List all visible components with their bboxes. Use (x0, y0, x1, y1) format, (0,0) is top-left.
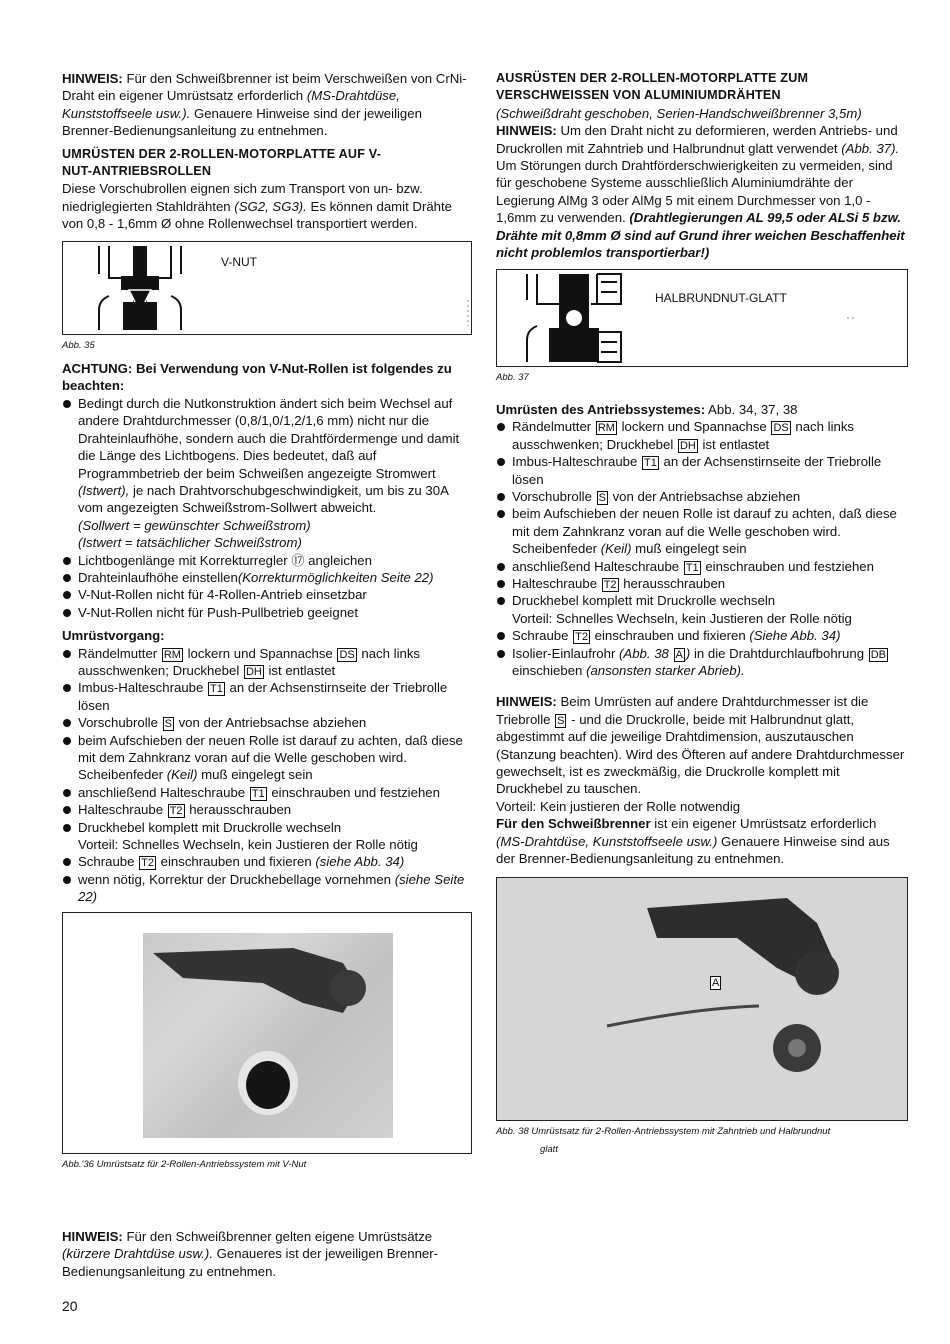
list-item: Imbus-Halteschraube T1 an der Achsenstirnseite der Triebrolle lösen (496, 453, 908, 488)
list-item: Druckhebel komplett mit Druckrolle wechseln Vorteil: Schnelles Wechseln, kein Justieren der Rolle nötig (496, 592, 908, 627)
umruest-steps (62, 645, 472, 906)
list-item: anschließend Halteschraube T1 einschrauben und festziehen (496, 558, 908, 575)
figure-38 (496, 877, 908, 1121)
list-item: Rändelmutter RM lockern und Spannachse DS nach links ausschwenken; Druckhebel DH ist entlastet (496, 418, 908, 453)
hinweis-umruesten: HINWEIS: Beim Umrüsten auf andere Drahtdurchmesser ist die Triebrolle S - und die Druckrolle, beide mit Halbrundnut glatt, abgestimmt auf die jeweilige Drahtdimension, auszutauschen (Stanzung beachten). Wird des Öfteren auf andere Drahtdurchmesser gewechselt, ist es zweckmäßig, die Druckrolle komplett mit Druckhebel zu tauschen. (496, 694, 905, 797)
list-item: Lichtbogenlänge mit Korrekturregler ⑰ angleichen (62, 552, 472, 569)
figure-37-caption: Abb. 37 (496, 372, 529, 384)
list-item: V-Nut-Rollen nicht für Push-Pullbetrieb geeignet (62, 604, 472, 621)
halbrundnut-label: HALBRUNDNUT-GLATT (655, 291, 787, 306)
list-item: Schraube T2 einschrauben und fixieren (siehe Abb. 34) (62, 853, 472, 870)
v-nut-roller-diagram (63, 242, 471, 334)
figure-36 (62, 912, 472, 1154)
antrieb-steps (496, 418, 908, 679)
list-item: wenn nötig, Korrektur der Druckhebellage vornehmen (siehe Seite 22) (62, 871, 472, 906)
figure-35-caption: Abb. 35 (62, 339, 95, 351)
achtung-list (62, 395, 472, 621)
umruesten-antrieb-heading: Umrüsten des Antriebssystemes: Abb. 34, 37, 38 (496, 401, 798, 417)
marker-a: A (712, 977, 720, 990)
halbrundnut-roller-diagram (497, 270, 907, 366)
figure-35 (62, 241, 472, 335)
heading-aluminium: AUSRÜSTEN DER 2-ROLLEN-MOTORPLATTE ZUM VERSCHWEISSEN VON ALUMINIUMDRÄHTEN (496, 71, 809, 103)
intro-v-nut: Diese Vorschubrollen eignen sich zum Transport von un- bzw. niedriglegierten Stahldrähten (SG2, SG3). Es können damit Drähte von 0,8 - 1,6mm Ø ohne Rollenwechsel transportiert werden. (62, 181, 452, 232)
list-item: Drahteinlaufhöhe einstellen(Korrekturmöglichkeiten Seite 22) (62, 569, 472, 586)
brenner-note: Für den Schweißbrenner ist ein eigener Umrüstsatz erforderlich (MS-Drahtdüse, Kunststoffseele usw.) Genauere Hinweise sind aus der Brenner-Bedienungsanleitung zu entnehmen. (496, 816, 890, 867)
figure-36-caption: Abb.'36 Umrüstsatz für 2-Rollen-Antriebssystem mit V-Nut (62, 1158, 307, 1170)
figure-38-caption: Abb. 38 Umrüstsatz für 2-Rollen-Antriebssystem mit Zahntrieb und Halbrundnut glatt (496, 1126, 831, 1155)
list-item: Vorschubrolle S von der Antriebsachse abziehen (62, 714, 472, 731)
left-column (62, 70, 472, 1173)
list-item: beim Aufschieben der neuen Rolle ist darauf zu achten, daß diese mit dem Zahnkranz voran auf die Welle geschoben wird. Scheibenfeder (Keil) muß eingelegt sein (496, 505, 908, 557)
hinweis-crni: HINWEIS: Für den Schweißbrenner ist beim Verschweißen von CrNi-Draht ein eigener Umrüstsatz erforderlich (MS-Drahtdüse, Kunststoffseele usw.). Genauere Hinweise sind der jeweiligen Brenner-Bedienungsanleitung zu entnehmen. (62, 71, 467, 139)
hinweis-bottom: HINWEIS: Für den Schweißbrenner gelten eigene Umrüstsätze (kürzere Drahtdüse usw.). Genaueres ist der jeweiligen Brenner-Bedienungsanleitung zu entnehmen. (62, 1229, 439, 1279)
list-item: beim Aufschieben der neuen Rolle ist darauf zu achten, daß diese mit dem Zahnkranz voran auf die Welle geschoben wird. Scheibenfeder (Keil) muß eingelegt sein (62, 732, 472, 784)
list-item: Imbus-Halteschraube T1 an der Achsenstirnseite der Triebrolle lösen (62, 679, 472, 714)
v-nut-kit-photo (143, 933, 393, 1138)
list-item: anschließend Halteschraube T1 einschrauben und festziehen (62, 784, 472, 801)
heading-aluminium-sub: (Schweißdraht geschoben, Serien-Handschweißbrenner 3,5m) (496, 105, 862, 121)
list-item: Halteschraube T2 herausschrauben (62, 801, 472, 818)
list-item: Halteschraube T2 herausschrauben (496, 575, 908, 592)
vorteil-note: Vorteil: Kein justieren der Rolle notwendig (496, 798, 741, 814)
list-item: Rändelmutter RM lockern und Spannachse DS nach links ausschwenken; Druckhebel DH ist entlastet (62, 645, 472, 680)
figure-37 (496, 269, 908, 367)
achtung-heading: ACHTUNG: Bei Verwendung von V-Nut-Rollen ist folgendes zu beachten: (62, 361, 452, 394)
list-item: Isolier-Einlaufrohr (Abb. 38 A ) in die Drahtdurchlaufbohrung DB einschieben (ansonsten starker Abrieb). (496, 645, 908, 680)
aluminium-kit-photo (497, 878, 907, 1120)
list-item: Vorschubrolle S von der Antriebsachse abziehen (496, 488, 908, 505)
list-item: V-Nut-Rollen nicht für 4-Rollen-Antrieb einsetzbar (62, 586, 472, 603)
heading-v-nut: UMRÜSTEN DER 2-ROLLEN-MOTORPLATTE AUF V-NUT-ANTRIEBSROLLEN (62, 146, 382, 179)
hinweis-aluminium: HINWEIS: Um den Draht nicht zu deformieren, werden Antriebs- und Druckrollen mit Zahntrieb und Halbrundnut glatt verwendet (Abb. 37). Um Störungen durch Drahtförderschwierigkeiten zu vermeiden, sind für geschobene Systeme ausschließlich Aluminiumdrähte der Legierung AlMg 3 oder AlMg 5 mit einem Durchmesser von 1,0 - 1,6mm zu verwenden. (Drahtlegierungen AL 99,5 oder ALSi 5 bzw. Drähte mit 0,8mm Ø sind auf Grund ihrer weichen Beschaffenheit nicht problemlos transportierbar!) (496, 123, 905, 261)
list-item: Schraube T2 einschrauben und fixieren (Siehe Abb. 34) (496, 627, 908, 644)
umruestvorgang-heading: Umrüstvorgang: (62, 628, 165, 644)
page-number: 20 (62, 1298, 78, 1314)
list-item: Bedingt durch die Nutkonstruktion ändert sich beim Wechsel auf andere Drahtdurchmesser (0,8/1,0/1,2/1,6 mm) nicht nur die Drahteinlaufhöhe, sondern auch die Drahtfördermenge und damit die Länge des Lichtbogens. Dies bedeutet, daß auf Programmbetrieb der beim Schweißen angezeigte Stromwert (Istwert), je nach Drahtvorschubgeschwindigkeit, um bis zu 30A vom angezeigten Schweißstrom-Sollwert abweicht. (Sollwert = gewünschter Schweißstrom) (Istwert = tatsächlicher Schweißstrom) (62, 395, 472, 552)
v-nut-label: V-NUT (221, 254, 257, 269)
right-column (496, 70, 908, 1158)
list-item: Druckhebel komplett mit Druckrolle wechseln Vorteil: Schnelles Wechseln, kein Justieren der Rolle nötig (62, 819, 472, 854)
